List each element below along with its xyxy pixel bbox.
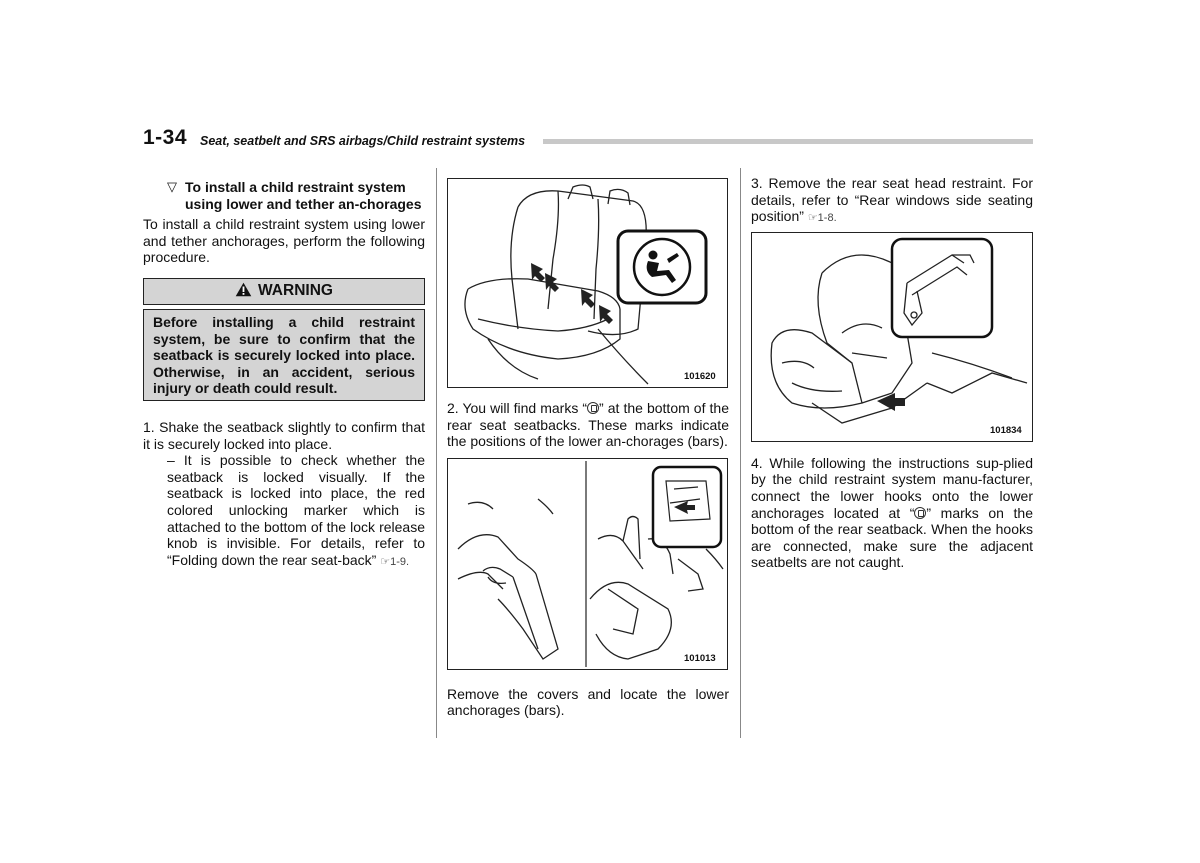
page-ref-1-9: ☞1-9. — [380, 555, 410, 568]
figure-remove-covers — [447, 458, 728, 670]
section-title: Seat, seatbelt and SRS airbags/Child restraint systems — [200, 134, 526, 148]
rear-seat-illustration — [448, 179, 727, 387]
cover-removal-illustration — [448, 459, 727, 669]
column-1 — [143, 179, 425, 570]
step-1-note — [143, 452, 425, 570]
figure-code-101013: 101013 — [684, 652, 716, 664]
page-number: 1-34 — [143, 126, 188, 149]
step-1: 1. Shake the seatback slightly to confirm that it is securely locked into place. — [143, 418, 425, 452]
figure-code-101620: 101620 — [684, 371, 716, 382]
figure-caption: Remove the covers and locate the lower anchorages (bars). — [447, 685, 729, 719]
step-4-text-a: 4. While following the instructions sup-plied by the child restraint system manu-facturer, connect the lower hooks onto the lower anchorages located at “ — [751, 454, 1033, 521]
page-ref-1-8: ☞1-8. — [807, 212, 837, 225]
triangle-marker-icon: ▽ — [167, 179, 177, 194]
figure-code-101834: 101834 — [990, 424, 1022, 436]
intro-paragraph: To install a child restraint system using lower and tether anchorages, perform the following procedure. — [143, 216, 425, 266]
child-seat-symbol-icon — [587, 402, 599, 414]
column-2 — [447, 178, 729, 719]
step-2-text-b: ” at the bottom of the rear seat seatbacks. These marks indicate the positions of the lower an-chorages (bars). — [447, 400, 729, 450]
header-rule — [543, 139, 1033, 144]
child-seat-illustration — [752, 233, 1032, 441]
subheading — [143, 179, 425, 212]
column-3 — [751, 175, 1033, 571]
warning-body: Before installing a child restraint system, be sure to confirm that the seatback is securely locked into place. Otherwise, in an accident, serious injury or death could result. — [143, 309, 425, 401]
column-divider-1 — [436, 168, 437, 738]
step-3 — [751, 175, 1033, 227]
step-4-text-b: ” marks on the bottom of the rear seatback. When the hooks are connected, make sure the adjacent seatbelts are not caught. — [751, 504, 1033, 571]
subheading-text: To install a child restraint system using lower and tether an-chorages — [185, 179, 422, 212]
figure-rear-seat-marks — [447, 178, 728, 388]
step-1-note-text: – It is possible to check whether the seatback is locked visually. If the seatback is locked into place, the red colored unlocking marker which is attached to the bottom of the lock release knob is invisible. For details, refer to “Folding down the rear seat-back” — [167, 452, 425, 568]
warning-triangle-icon — [235, 281, 252, 305]
child-seat-symbol-icon — [914, 507, 926, 519]
warning-title-text: WARNING — [258, 281, 333, 299]
step-4 — [751, 455, 1033, 571]
warning-title-box — [143, 278, 425, 305]
step-2 — [447, 400, 729, 450]
step-2-text-a: 2. You will find marks “ — [447, 400, 588, 416]
figure-child-seat-hooks — [751, 232, 1033, 442]
column-divider-2 — [740, 168, 741, 738]
step-3-text: 3. Remove the rear seat head restraint. For details, refer to “Rear windows side seating position” — [751, 175, 1033, 225]
page-header — [143, 126, 1033, 152]
